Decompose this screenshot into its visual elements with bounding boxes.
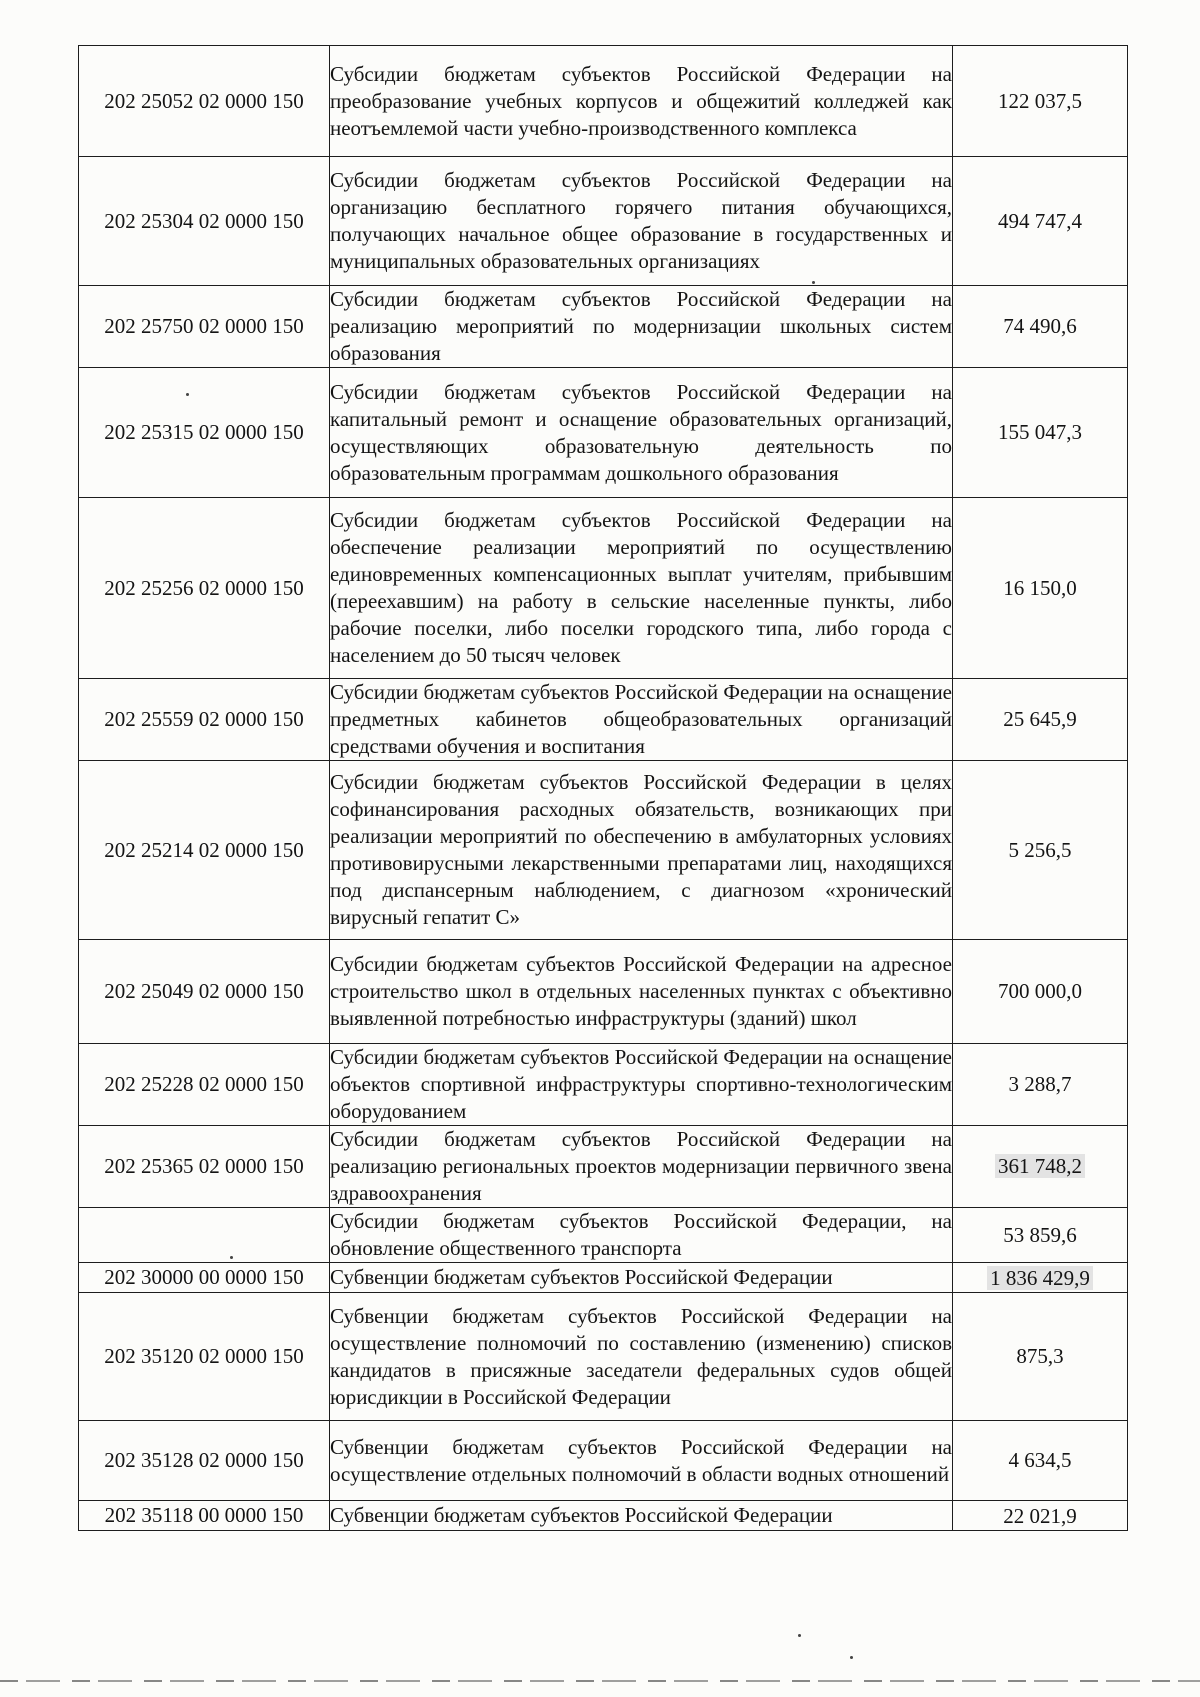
table-row <box>79 761 1128 940</box>
item-amount: 53 859,6 <box>953 1208 1128 1263</box>
budget-code: 202 25559 02 0000 150 <box>79 679 330 761</box>
item-description: Субвенции бюджетам субъектов Российской Федерации на осуществление отдельных полномочий в области водных отношений <box>330 1421 953 1501</box>
budget-code: 202 25750 02 0000 150 <box>79 286 330 368</box>
item-amount: 5 256,5 <box>953 761 1128 940</box>
table-row <box>79 157 1128 286</box>
scan-speck <box>230 1256 233 1259</box>
table-row <box>79 1126 1128 1208</box>
item-amount: 22 021,9 <box>953 1501 1128 1531</box>
table-row <box>79 498 1128 679</box>
table-row <box>79 368 1128 498</box>
budget-code: 202 25304 02 0000 150 <box>79 157 330 286</box>
item-description: Субсидии бюджетам субъектов Российской Федерации на капитальный ремонт и оснащение образовательных организаций, осуществляющих образовательную деятельность по образовательным программам дошкольного образования <box>330 368 953 498</box>
table-row <box>79 46 1128 157</box>
table-row <box>79 1208 1128 1263</box>
table-row <box>79 1044 1128 1126</box>
table-row <box>79 679 1128 761</box>
table-row <box>79 1263 1128 1293</box>
budget-code: 202 25315 02 0000 150 <box>79 368 330 498</box>
budget-code: 202 25228 02 0000 150 <box>79 1044 330 1126</box>
item-amount: 494 747,4 <box>953 157 1128 286</box>
item-description: Субсидии бюджетам субъектов Российской Федерации на оснащение объектов спортивной инфраструктуры спортивно-технологическим оборудованием <box>330 1044 953 1126</box>
scan-speck <box>186 393 189 396</box>
item-amount: 700 000,0 <box>953 940 1128 1044</box>
budget-code: 202 25365 02 0000 150 <box>79 1126 330 1208</box>
item-amount <box>953 1263 1128 1293</box>
item-description: Субсидии бюджетам субъектов Российской Федерации на оснащение предметных кабинетов общеобразовательных организаций средствами обучения и воспитания <box>330 679 953 761</box>
table-row <box>79 1293 1128 1421</box>
budget-table <box>78 45 1128 1531</box>
item-description: Субсидии бюджетам субъектов Российской Федерации, на обновление общественного транспорта <box>330 1208 953 1263</box>
highlighted-amount: 361 748,2 <box>995 1154 1085 1178</box>
budget-code: 202 25256 02 0000 150 <box>79 498 330 679</box>
budget-code: 202 25214 02 0000 150 <box>79 761 330 940</box>
scan-edge-line <box>0 1680 1200 1682</box>
item-amount: 875,3 <box>953 1293 1128 1421</box>
budget-code: 202 25049 02 0000 150 <box>79 940 330 1044</box>
item-description: Субсидии бюджетам субъектов Российской Федерации на реализацию региональных проектов модернизации первичного звена здравоохранения <box>330 1126 953 1208</box>
item-description: Субвенции бюджетам субъектов Российской Федерации <box>330 1263 953 1293</box>
budget-code: 202 35120 02 0000 150 <box>79 1293 330 1421</box>
table-row <box>79 940 1128 1044</box>
item-amount <box>953 1126 1128 1208</box>
scan-speck <box>850 1656 853 1659</box>
item-description: Субсидии бюджетам субъектов Российской Федерации в целях софинансирования расходных обязательств, возникающих при реализации мероприятий по обеспечению в амбулаторных условиях противовирусными лекарственными препаратами лиц, находящихся под диспансерным наблюдением, с диагнозом «хронический вирусный гепатит С» <box>330 761 953 940</box>
item-description: Субсидии бюджетам субъектов Российской Федерации на реализацию мероприятий по модернизации школьных систем образования <box>330 286 953 368</box>
table-row <box>79 1421 1128 1501</box>
budget-code: 202 30000 00 0000 150 <box>79 1263 330 1293</box>
budget-code: 202 35118 00 0000 150 <box>79 1501 330 1531</box>
scan-speck <box>798 1634 801 1637</box>
table-row <box>79 286 1128 368</box>
item-amount: 16 150,0 <box>953 498 1128 679</box>
item-amount: 3 288,7 <box>953 1044 1128 1126</box>
item-description: Субсидии бюджетам субъектов Российской Федерации на преобразование учебных корпусов и общежитий колледжей как неотъемлемой части учебно-производственного комплекса <box>330 46 953 157</box>
item-description: Субсидии бюджетам субъектов Российской Федерации на организацию бесплатного горячего питания обучающихся, получающих начальное общее образование в государственных и муниципальных образовательных организациях <box>330 157 953 286</box>
item-amount: 155 047,3 <box>953 368 1128 498</box>
item-amount: 25 645,9 <box>953 679 1128 761</box>
scan-speck <box>812 281 815 284</box>
item-amount: 4 634,5 <box>953 1421 1128 1501</box>
item-amount: 74 490,6 <box>953 286 1128 368</box>
budget-code: 202 35128 02 0000 150 <box>79 1421 330 1501</box>
item-amount: 122 037,5 <box>953 46 1128 157</box>
item-description: Субвенции бюджетам субъектов Российской Федерации <box>330 1501 953 1531</box>
item-description: Субвенции бюджетам субъектов Российской Федерации на осуществление полномочий по составлению (изменению) списков кандидатов в присяжные заседатели федеральных судов общей юрисдикции в Российской Федерации <box>330 1293 953 1421</box>
item-description: Субсидии бюджетам субъектов Российской Федерации на адресное строительство школ в отдельных населенных пунктах с объективно выявленной потребностью инфраструктуры (зданий) школ <box>330 940 953 1044</box>
highlighted-amount: 1 836 429,9 <box>987 1266 1093 1290</box>
budget-code <box>79 1208 330 1263</box>
table-row <box>79 1501 1128 1531</box>
item-description: Субсидии бюджетам субъектов Российской Федерации на обеспечение реализации мероприятий по осуществлению единовременных компенсационных выплат учителям, прибывшим (переехавшим) на работу в сельские населенные пункты, либо рабочие поселки, либо поселки городского типа, либо города с населением до 50 тысяч человек <box>330 498 953 679</box>
budget-code: 202 25052 02 0000 150 <box>79 46 330 157</box>
